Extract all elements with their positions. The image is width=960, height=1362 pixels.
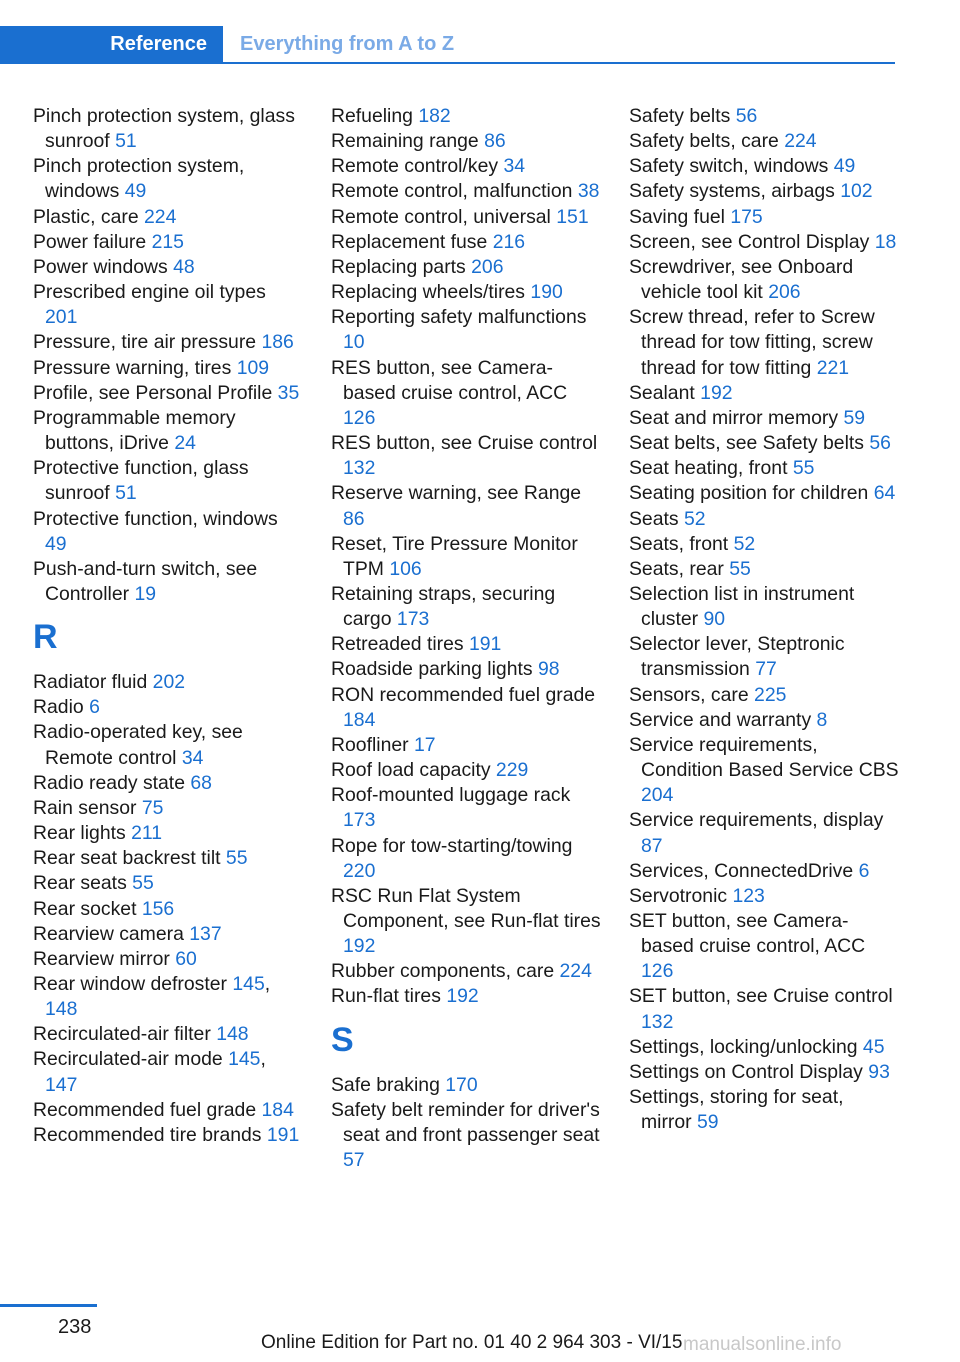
index-entry-text: Retreaded tires	[331, 633, 464, 656]
page-link[interactable]: 126	[641, 960, 674, 983]
page-link[interactable]: 191	[468, 633, 502, 656]
section-tab: Reference	[0, 26, 223, 62]
watermark: manualsonline.info	[683, 1334, 842, 1355]
index-entry-text: Recirculated-air filter	[33, 1023, 211, 1046]
index-entry	[629, 808, 899, 858]
index-entry-text: Replacing parts	[331, 255, 466, 278]
page-link[interactable]: 145	[228, 1048, 261, 1071]
index-entry-text: Radio ready state	[33, 771, 185, 794]
index-column-2	[331, 104, 601, 1173]
page-link[interactable]: 51	[115, 130, 137, 153]
index-entry-text: Reporting safety malfunctions	[331, 306, 587, 329]
index-entry	[33, 230, 303, 255]
index-entry-text: Reset, Tire Pressure Monitor TPM	[331, 532, 578, 580]
page-link[interactable]: 51	[115, 482, 137, 505]
index-entry	[33, 1123, 303, 1148]
index-entry-text: Seats	[629, 507, 679, 530]
index-entry-text: Radio-operated key, see Remote control	[33, 721, 243, 769]
index-entry-text: Remote control/key	[331, 155, 499, 178]
page-link[interactable]: 56	[869, 432, 891, 455]
index-entry-text: Safety belts	[629, 105, 731, 127]
index-entry	[331, 959, 601, 984]
index-entry-text: Seating position for children	[629, 482, 869, 505]
page-link[interactable]: 60	[175, 947, 197, 970]
index-entry	[33, 104, 303, 154]
index-entry-text: Push-and-turn switch, see Controller	[33, 557, 258, 605]
page-link[interactable]: 145	[232, 973, 265, 995]
page-link[interactable]: 55	[132, 872, 154, 895]
index-entry	[629, 104, 899, 129]
index-entry	[331, 834, 601, 884]
index-entry-text: Seat and mirror memory	[629, 406, 839, 429]
index-entry	[331, 305, 601, 355]
page-link[interactable]: 156	[141, 897, 175, 920]
index-entry	[331, 632, 601, 657]
index-entry-text: Seat belts, see Safety belts	[629, 432, 864, 455]
index-entry	[629, 129, 899, 154]
index-entry	[33, 871, 303, 896]
index-entry	[33, 796, 303, 821]
index-entry-text: Seat heating, front	[629, 457, 788, 480]
page-link[interactable]: 192	[700, 381, 733, 404]
page-link[interactable]: 224	[784, 130, 817, 153]
index-entry	[331, 657, 601, 682]
index-entry	[33, 1098, 303, 1123]
index-entry	[629, 557, 899, 582]
index-entry-text: RON recommended fuel grade	[331, 683, 596, 706]
index-entry-text: Roofliner	[331, 733, 409, 756]
index-entry: Recirculated-air mode 145, 147	[33, 1048, 266, 1096]
page-link[interactable]: 132	[641, 1010, 674, 1033]
index-entry	[331, 582, 601, 632]
index-entry-text: Rear lights	[33, 822, 126, 845]
index-entry-text: Remote control, malfunction	[331, 180, 573, 203]
index-entry-text: Rubber components, care	[331, 960, 555, 983]
page-link[interactable]: 49	[833, 155, 856, 178]
index-entry	[629, 532, 899, 557]
page-link[interactable]: 6	[89, 696, 100, 719]
index-entry	[629, 1085, 899, 1135]
page-link[interactable]: 34	[503, 155, 526, 178]
page-link[interactable]: 190	[530, 281, 563, 304]
page-link[interactable]: 151	[556, 205, 589, 228]
page-link[interactable]: 186	[261, 331, 294, 354]
index-entry-text: Safety belt reminder for driver's seat and front passenger seat	[331, 1098, 600, 1146]
index-entry	[629, 683, 899, 708]
index-entry	[331, 1098, 601, 1173]
index-entry-text: Seats, rear	[629, 557, 724, 580]
index-entry	[331, 758, 601, 783]
index-entry-text: Recommended fuel grade	[33, 1098, 257, 1121]
index-entry	[331, 230, 601, 255]
index-entry	[629, 205, 899, 230]
index-entry-text: Protective function, glass sunroof	[33, 457, 249, 505]
index-entry-text: Settings on Control Display	[629, 1060, 863, 1083]
page-link[interactable]: 202	[152, 671, 186, 694]
index-entry	[33, 897, 303, 922]
page-link[interactable]: 24	[174, 432, 196, 455]
index-entry	[33, 947, 303, 972]
page-link[interactable]: 19	[134, 582, 157, 605]
index-entry-text: Pinch protection system, windows	[33, 155, 245, 203]
index-entry	[629, 154, 899, 179]
page-link[interactable]: 68	[190, 771, 212, 794]
index-letter-heading: R	[33, 618, 58, 657]
page-link[interactable]: 59	[697, 1111, 719, 1134]
index-entry	[629, 381, 899, 406]
page-link[interactable]: 86	[343, 507, 365, 530]
index-entry-text: Retaining straps, securing cargo	[331, 582, 556, 631]
index-entry-text: Saving fuel	[629, 205, 725, 228]
page-link[interactable]: 93	[868, 1060, 890, 1083]
index-entry-text: Recommended tire brands	[33, 1123, 262, 1146]
page-link[interactable]: 48	[173, 255, 195, 278]
index-entry	[331, 984, 601, 1009]
index-entry	[33, 821, 303, 846]
page-link[interactable]: 38	[577, 180, 600, 203]
index-entry	[33, 670, 303, 695]
page-link[interactable]: 201	[45, 306, 78, 329]
index-entry	[33, 330, 303, 355]
index-entry	[331, 356, 601, 431]
page-link[interactable]: 75	[141, 796, 164, 819]
index-entry	[629, 230, 899, 255]
index-entry-text: Power windows	[33, 255, 168, 278]
index-entry	[33, 205, 303, 230]
page-link[interactable]: 6	[858, 859, 870, 882]
index-entry	[331, 280, 601, 305]
index-entry-text: Rear window defroster	[33, 973, 227, 995]
index-entry	[33, 846, 303, 871]
page-link[interactable]: 148	[216, 1023, 249, 1046]
index-entry-text: Selector lever, Steptronic transmission	[629, 633, 845, 681]
index-column-3	[629, 104, 899, 1135]
index-entry-text: Service and warranty	[629, 708, 812, 731]
index-entry-text: SET button, see Camera-based cruise control, ACC	[629, 910, 866, 958]
page-link[interactable]: 86	[484, 130, 506, 153]
page-link[interactable]: 87	[641, 834, 663, 857]
page-link[interactable]: 192	[343, 935, 376, 958]
page-link[interactable]: 55	[792, 457, 815, 480]
index-entry-text: RSC Run Flat System Component, see Run-flat tires	[331, 884, 601, 932]
index-entry	[629, 431, 899, 456]
page-link[interactable]: 55	[729, 557, 751, 580]
index-entry-text: Screw thread, refer to Screw thread for tow fitting, screw thread for tow fitting	[629, 306, 875, 379]
index-entry	[331, 532, 601, 582]
index-entry	[629, 708, 899, 733]
index-entry-text: Pinch protection system, glass sunroof	[33, 105, 295, 153]
index-entry	[629, 984, 899, 1034]
index-entry	[33, 507, 303, 557]
page-link[interactable]: 57	[343, 1149, 365, 1172]
page-link[interactable]: 64	[873, 482, 896, 505]
page-link[interactable]: 17	[414, 733, 436, 756]
page-number: 238	[58, 1316, 92, 1338]
index-entry	[629, 909, 899, 984]
index-entry	[331, 1073, 601, 1098]
page-link[interactable]: 184	[261, 1098, 294, 1121]
index-entry-text: Pressure, tire air pressure	[33, 331, 257, 354]
index-entry	[33, 1022, 303, 1047]
index-entry	[331, 154, 601, 179]
index-entry-text: Selection list in instrument cluster	[629, 582, 855, 631]
index-entry-text: Rearview mirror	[33, 947, 170, 970]
page-link[interactable]: 220	[343, 859, 376, 882]
page-link[interactable]: 147	[45, 1073, 78, 1096]
page-link[interactable]: 216	[492, 230, 526, 253]
index-entry	[33, 280, 303, 330]
index-entry	[331, 129, 601, 154]
index-entry	[33, 356, 303, 381]
page-link[interactable]: 98	[537, 658, 560, 681]
index-entry	[629, 884, 899, 909]
page-link[interactable]: 59	[843, 406, 866, 429]
index-entry-text: Safety switch, windows	[629, 155, 829, 178]
index-entry	[33, 381, 303, 406]
page-link[interactable]: 137	[189, 922, 222, 945]
index-entry	[331, 481, 601, 531]
page-link[interactable]: 126	[343, 406, 376, 429]
page-link[interactable]: 52	[683, 507, 706, 530]
index-entry-text: Roof-mounted luggage rack	[331, 784, 571, 807]
index-entry-text: Safety belts, care	[629, 130, 779, 153]
index-entry-text: Prescribed engine oil types	[33, 281, 266, 304]
index-entry	[629, 859, 899, 884]
index-entry	[33, 557, 303, 607]
index-entry-text: Remaining range	[331, 130, 479, 153]
index-entry	[629, 406, 899, 431]
index-entry	[629, 456, 899, 481]
index-entry-text: Replacement fuse	[331, 230, 488, 253]
index-entry	[629, 632, 899, 682]
index-entry	[33, 720, 303, 770]
index-entry	[629, 179, 899, 204]
index-entry-text: Reserve warning, see Range	[331, 482, 582, 505]
index-entry-text: Services, ConnectedDrive	[629, 859, 854, 882]
index-column-1	[33, 104, 303, 1148]
index-entry-text: Service requirements, Condition Based Service CBS	[629, 733, 899, 782]
index-entry-text: RES button, see Cruise control	[331, 432, 598, 455]
index-entry	[629, 1035, 899, 1060]
index-entry	[331, 179, 601, 204]
index-entry	[629, 305, 899, 380]
index-entry-text: Rear seats	[33, 872, 127, 895]
page-link[interactable]: 170	[445, 1073, 478, 1096]
page-link[interactable]: 184	[343, 708, 376, 731]
index-entry	[629, 507, 899, 532]
page-link[interactable]: 56	[735, 105, 758, 127]
index-entry-text: Profile, see Personal Profile	[33, 381, 273, 404]
index-entry-text: Replacing wheels/tires	[331, 281, 526, 304]
page-link[interactable]: 35	[277, 381, 300, 404]
index-letter-heading: S	[331, 1020, 354, 1059]
page-link[interactable]: 204	[641, 784, 674, 807]
page-link[interactable]: 106	[389, 557, 422, 580]
page-link[interactable]: 49	[45, 532, 67, 555]
page-link[interactable]: 225	[754, 683, 787, 706]
index-entry-text: Pressure warning, tires	[33, 356, 232, 379]
page-link[interactable]: 77	[755, 658, 777, 681]
page-link[interactable]: 10	[343, 331, 365, 354]
index-entry	[629, 582, 899, 632]
index-entry-text: Safe braking	[331, 1073, 440, 1096]
index-entry-text: Roadside parking lights	[331, 658, 533, 681]
page-link[interactable]: 224	[144, 205, 177, 228]
page-link[interactable]: 229	[495, 759, 529, 782]
page-link[interactable]: 18	[874, 230, 897, 253]
page-link[interactable]: 109	[236, 356, 270, 379]
page-link[interactable]: 211	[131, 822, 162, 845]
index-entry-text: Rearview camera	[33, 922, 184, 945]
index-entry-text: Radio	[33, 696, 84, 719]
index-entry-text: Rear socket	[33, 897, 137, 920]
index-entry-text: Screwdriver, see Onboard vehicle tool kit	[629, 255, 854, 304]
index-entry-text: Radiator fluid	[33, 671, 148, 694]
index-entry-text: Remote control, universal	[331, 205, 551, 228]
page-header	[0, 26, 895, 64]
index-entry-text: Programmable memory buttons, iDrive	[33, 406, 236, 455]
index-entry-text: SET button, see Cruise control	[629, 985, 893, 1008]
page-link[interactable]: 34	[181, 746, 204, 769]
index-entry-text: Protective function, windows	[33, 507, 278, 530]
index-entry	[629, 1060, 899, 1085]
index-entry-text: Plastic, care	[33, 205, 139, 228]
index-entry	[629, 733, 899, 808]
page-link[interactable]: 191	[266, 1123, 300, 1146]
page-link[interactable]: 132	[343, 457, 376, 480]
page-number-rule	[0, 1304, 97, 1307]
page-link[interactable]: 206	[768, 281, 801, 304]
index-entry-text: Rear seat backrest tilt	[33, 847, 221, 870]
page-link[interactable]: 173	[343, 809, 376, 832]
index-entry	[331, 733, 601, 758]
index-entry	[33, 406, 303, 456]
index-entry-text: Servotronic	[629, 884, 728, 907]
page-link[interactable]: 224	[559, 960, 592, 983]
page-link[interactable]: 52	[733, 532, 756, 555]
page-link[interactable]: 192	[446, 985, 479, 1008]
index-entry-text: Sensors, care	[629, 683, 749, 706]
page-link[interactable]: 206	[471, 255, 504, 278]
page-link[interactable]: 221	[816, 356, 850, 379]
index-entry-text: Rope for tow-starting/towing	[331, 834, 573, 857]
page-link[interactable]: 55	[225, 847, 248, 870]
index-entry	[331, 104, 601, 129]
index-entry-text: Sealant	[629, 381, 695, 404]
index-entry-text: Safety systems, airbags	[629, 180, 835, 203]
index-entry	[33, 456, 303, 506]
page-link[interactable]: 182	[418, 105, 451, 127]
index-entry	[331, 255, 601, 280]
index-entry: Rear window defroster 145, 148	[33, 973, 271, 1021]
page-link[interactable]: 148	[45, 998, 78, 1021]
index-entry	[33, 922, 303, 947]
page-link[interactable]: 123	[732, 884, 765, 907]
index-entry-text: RES button, see Camera-based cruise control, ACC	[331, 356, 568, 404]
index-entry-text: Power failure	[33, 230, 147, 253]
section-subtitle: Everything from A to Z	[240, 33, 455, 55]
index-entry	[33, 695, 303, 720]
index-entry	[33, 154, 303, 204]
index-entry-text: Settings, storing for seat, mirror	[629, 1086, 844, 1134]
index-entry	[629, 481, 899, 506]
page-link[interactable]: 8	[816, 708, 828, 731]
index-entry-text: Screen, see Control Display	[629, 230, 870, 253]
index-entry-text: Service requirements, display	[629, 809, 884, 832]
index-entry	[331, 884, 601, 959]
index-entry-text: Seats, front	[629, 532, 729, 555]
index-entry	[629, 255, 899, 305]
index-entry	[331, 683, 601, 733]
page-link[interactable]: 215	[151, 230, 184, 253]
page-link[interactable]: 102	[840, 180, 873, 203]
footer-edition: Online Edition for Part no. 01 40 2 964 303 - VI/15	[261, 1332, 683, 1353]
index-entry-text: Rain sensor	[33, 796, 137, 819]
index-entry-text: Settings, locking/unlocking	[629, 1035, 858, 1058]
page-link[interactable]: 173	[396, 608, 430, 631]
index-entry	[331, 431, 601, 481]
page-link[interactable]: 45	[862, 1035, 885, 1058]
index-entry	[331, 205, 601, 230]
page-link[interactable]: 49	[124, 180, 147, 203]
index-entry	[33, 771, 303, 796]
page-link[interactable]: 90	[703, 608, 726, 631]
index-entry	[33, 255, 303, 280]
index-entry-text: Refueling	[331, 105, 413, 127]
index-entry-text: Run-flat tires	[331, 985, 441, 1008]
index-entry-text: Recirculated-air mode	[33, 1048, 223, 1071]
page-link[interactable]: 175	[730, 205, 763, 228]
index-entry	[331, 783, 601, 833]
index-entry-text: Roof load capacity	[331, 759, 491, 782]
